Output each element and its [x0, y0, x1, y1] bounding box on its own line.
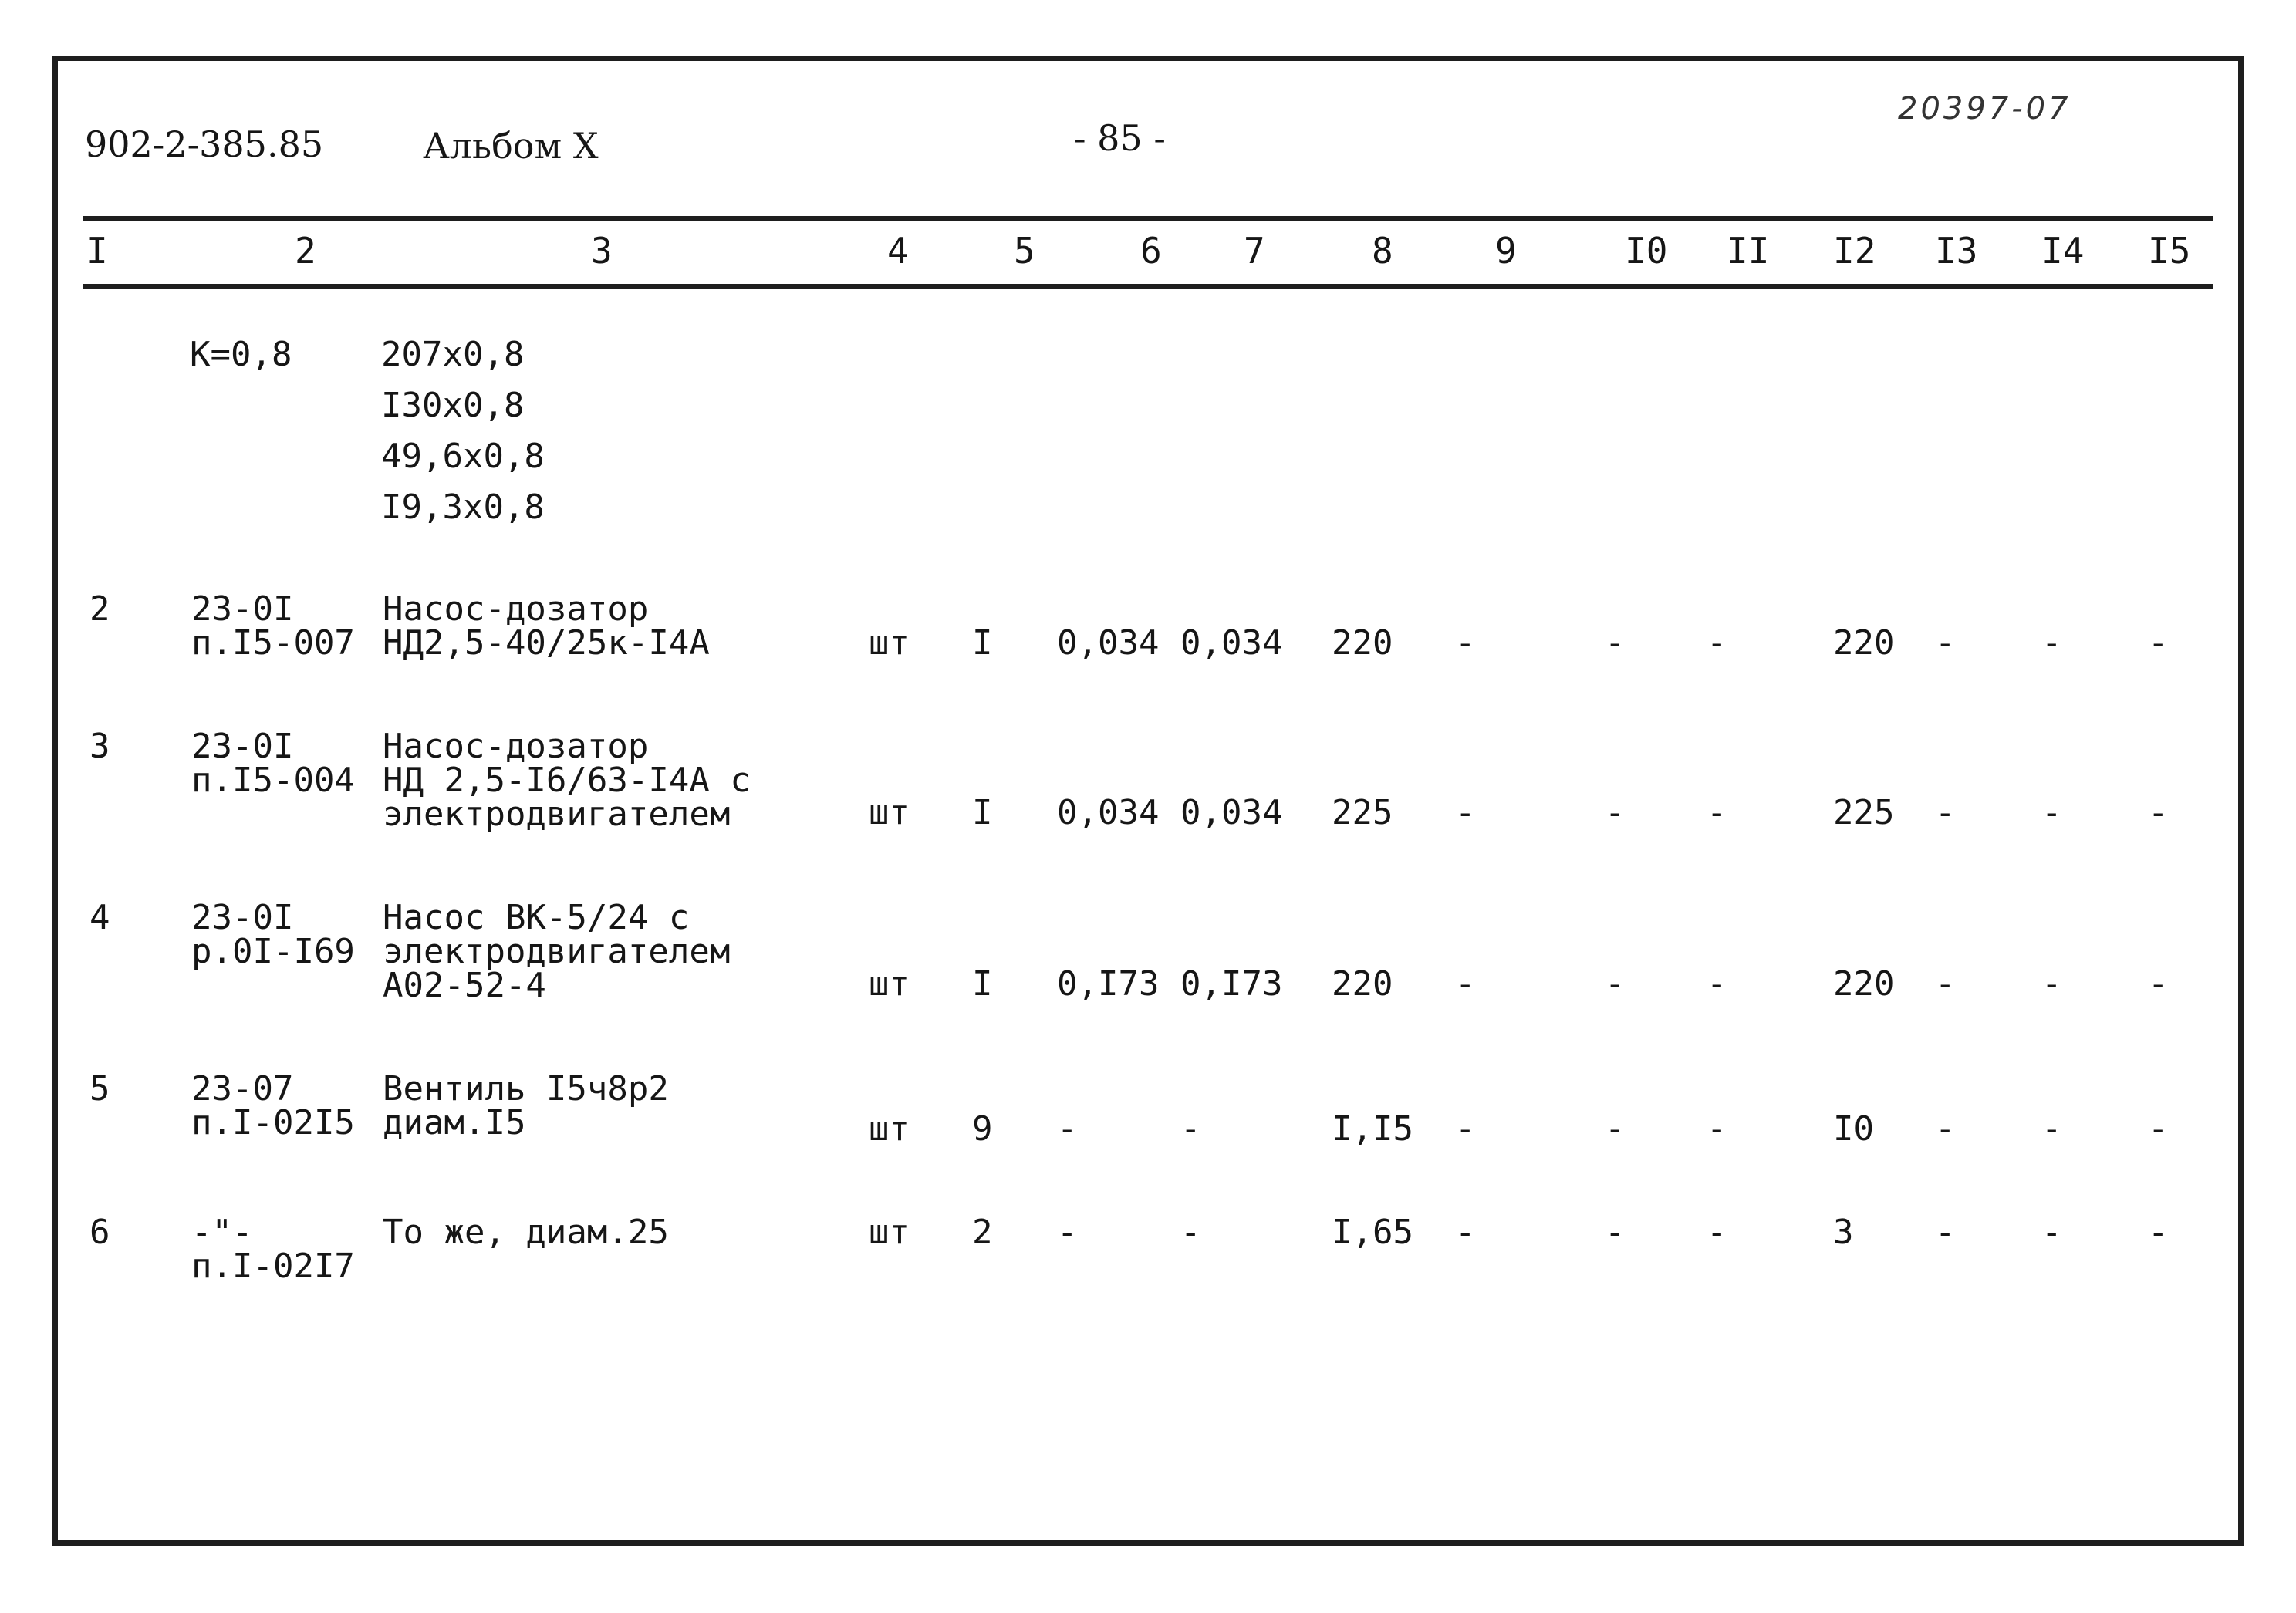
cell-c14: - [2041, 964, 2062, 1004]
cell-unit: шт [869, 964, 910, 1004]
cell-name: Насос-дозатор НД 2,5-I6/63-I4А с электродвигателем [383, 727, 751, 834]
column-number: I2 [1833, 230, 1876, 272]
cell-qty: 2 [972, 1213, 993, 1252]
cell-c11: - [1707, 1213, 1727, 1252]
header-top-rule [83, 216, 2213, 221]
cell-name: То же, диам.25 [383, 1213, 669, 1252]
column-number: 4 [887, 230, 909, 272]
cell-num: 4 [89, 898, 110, 937]
column-number: 7 [1244, 230, 1265, 272]
cell-c7: - [1180, 1213, 1201, 1252]
inventory-stamp: 20397-07 [1898, 91, 2071, 127]
cell-c10: - [1605, 623, 1626, 663]
cell-c14: - [2041, 1213, 2062, 1252]
cell-c10: - [1605, 1213, 1626, 1252]
cell-c6: 0,034 [1057, 623, 1160, 663]
cell-unit: шт [869, 1109, 910, 1149]
cell-c7: 0,034 [1180, 793, 1283, 832]
cell-c11: - [1707, 964, 1727, 1004]
cell-code: 23-07 п.I-02I5 [191, 1069, 355, 1142]
cell-c6: 0,034 [1057, 793, 1160, 832]
cell-name: Вентиль I5ч8р2 диам.I5 [383, 1069, 669, 1142]
cell-name: Насос-дозатор НД2,5-40/25к-I4А [383, 589, 710, 663]
cell-c8: 220 [1332, 964, 1393, 1004]
cell-code: 23-0I п.I5-004 [191, 727, 355, 800]
column-number: 9 [1495, 230, 1517, 272]
cell-c12: 225 [1833, 793, 1895, 832]
column-number: II [1727, 230, 1770, 272]
cell-c11: - [1707, 623, 1727, 663]
document-designation: 902-2-385.85 [85, 123, 324, 165]
cell-c8: I,65 [1332, 1213, 1413, 1252]
cell-c14: - [2041, 1109, 2062, 1149]
album-label: Альбом X [423, 125, 599, 167]
cell-c15: - [2148, 1213, 2169, 1252]
cell-c11: - [1707, 1109, 1727, 1149]
cell-c12: 220 [1833, 964, 1895, 1004]
coefficient-value: I9,3х0,8 [381, 488, 545, 527]
header-bottom-rule [83, 284, 2213, 289]
cell-c13: - [1935, 623, 1956, 663]
cell-c7: 0,034 [1180, 623, 1283, 663]
cell-c13: - [1935, 1213, 1956, 1252]
cell-c10: - [1605, 1109, 1626, 1149]
cell-c9: - [1455, 964, 1476, 1004]
cell-c6: 0,I73 [1057, 964, 1160, 1004]
cell-c6: - [1057, 1213, 1078, 1252]
cell-c9: - [1455, 1213, 1476, 1252]
cell-name: Насос ВК-5/24 с электродвигателем А02-52-4 [383, 898, 731, 1005]
column-number: I5 [2148, 230, 2191, 272]
cell-unit: шт [869, 623, 910, 663]
cell-qty: 9 [972, 1109, 993, 1149]
cell-c7: 0,I73 [1180, 964, 1283, 1004]
cell-c8: 225 [1332, 793, 1393, 832]
cell-unit: шт [869, 793, 910, 832]
cell-num: 3 [89, 727, 110, 766]
cell-qty: I [972, 623, 993, 663]
column-number: 5 [1014, 230, 1035, 272]
column-number: I [86, 230, 108, 272]
column-number: 2 [295, 230, 316, 272]
column-number: I3 [1935, 230, 1978, 272]
cell-num: 5 [89, 1069, 110, 1109]
coefficient-value: I30х0,8 [381, 386, 525, 425]
coefficient-label: К=0,8 [190, 335, 292, 374]
cell-c14: - [2041, 623, 2062, 663]
cell-c9: - [1455, 623, 1476, 663]
cell-unit: шт [869, 1213, 910, 1252]
page-number: - 85 - [1074, 117, 1166, 159]
cell-code: -"- п.I-02I7 [191, 1213, 355, 1286]
cell-c13: - [1935, 793, 1956, 832]
cell-c13: - [1935, 964, 1956, 1004]
cell-c15: - [2148, 793, 2169, 832]
cell-qty: I [972, 964, 993, 1004]
column-number: I0 [1625, 230, 1668, 272]
cell-c15: - [2148, 1109, 2169, 1149]
column-number: 8 [1372, 230, 1393, 272]
coefficient-value: 49,6х0,8 [381, 437, 545, 476]
cell-qty: I [972, 793, 993, 832]
coefficient-value: 207х0,8 [381, 335, 525, 374]
cell-c11: - [1707, 793, 1727, 832]
cell-c9: - [1455, 793, 1476, 832]
cell-c12: 220 [1833, 623, 1895, 663]
cell-num: 2 [89, 589, 110, 629]
cell-c13: - [1935, 1109, 1956, 1149]
cell-c14: - [2041, 793, 2062, 832]
cell-c15: - [2148, 623, 2169, 663]
cell-c9: - [1455, 1109, 1476, 1149]
column-number: 3 [591, 230, 613, 272]
column-number: 6 [1140, 230, 1162, 272]
cell-code: 23-0I п.I5-007 [191, 589, 355, 663]
cell-c15: - [2148, 964, 2169, 1004]
column-number: I4 [2041, 230, 2085, 272]
cell-c6: - [1057, 1109, 1078, 1149]
cell-code: 23-0I р.0I-I69 [191, 898, 355, 971]
cell-c8: 220 [1332, 623, 1393, 663]
cell-c10: - [1605, 793, 1626, 832]
cell-c7: - [1180, 1109, 1201, 1149]
cell-c12: I0 [1833, 1109, 1874, 1149]
cell-c12: 3 [1833, 1213, 1854, 1252]
cell-num: 6 [89, 1213, 110, 1252]
cell-c10: - [1605, 964, 1626, 1004]
cell-c8: I,I5 [1332, 1109, 1413, 1149]
